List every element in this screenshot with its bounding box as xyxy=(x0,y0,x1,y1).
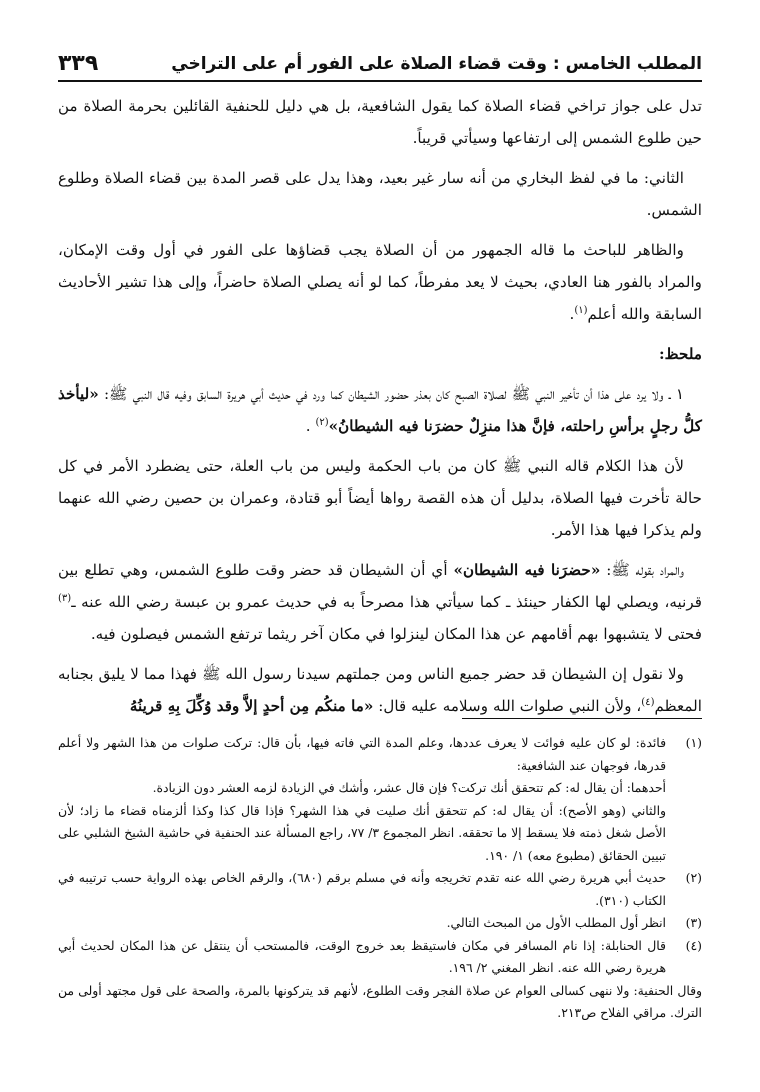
footnote-number: (٤) xyxy=(685,937,702,953)
footnote-ref-4[interactable]: (٤) xyxy=(641,696,655,708)
paragraph-7-lead: ولا نقول إن الشيطان قد حضر جميع الناس ومن جملتهم سيدنا رسول الله ﷺ فهذا مما لا يليق بجنابه المعظم xyxy=(58,665,702,715)
page-number: ٣٣٩ xyxy=(58,51,99,76)
paragraph-6-middle: أي أن الشيطان قد حضر وقت طلوع الشمس، وهي تطلع بين قرنيه، ويصلي لها الكفار حينئذ ـ كما سيأتي هذا مصرحاً به في حديث عمرو بن عبسة رضي الله عنه ـ xyxy=(58,561,702,611)
paragraph-1: تدل على جواز تراخي قضاء الصلاة كما يقول الشافعية، بل هي دليل للحنفية القائلين بحرمة الصلاة من حين طلوع الشمس إلى ارتفاعها وسيأتي قريباً. xyxy=(58,97,702,147)
footnote-ref-1[interactable]: (١) xyxy=(574,304,588,316)
footnote-body xyxy=(58,732,666,867)
paragraph-7 xyxy=(58,658,702,722)
footnote-number: (٢) xyxy=(685,870,702,885)
hadith-quote-2: «حضرَنا فيه الشيطان» xyxy=(453,561,601,579)
footnotes xyxy=(58,732,702,1025)
footnote-ref-2[interactable]: (٢) xyxy=(315,416,329,428)
footnote-4-continuation: وقال الحنفية: ولا ننهى كسالى العوام عن صلاة الفجر وقت الطلوع، لأنهم قد يتركونها بالمرة، والصحة على قول مجتهد أولى من الترك. مراقي الفلاح ص٢١٣. xyxy=(58,982,702,1020)
paragraph-4-text: ١ ـ ولا يرد على هذا أن تأخير النبي ﷺ لصلاة الصبح كان بعذر حضور الشيطان كما ورد في حديث أبي هريرة السابق وفيه قال النبي ﷺ: xyxy=(103,385,684,403)
paragraph-6-lead: والمراد بقوله ﷺ: xyxy=(606,561,684,579)
paragraph-6-end: فحتى لا يتشبهوا بهم أقامهم عن هذا المكان لينزلوا في مكان آخر ريثما ترتفع الشمس فيصلون فيه. xyxy=(90,625,702,643)
footnote-line: فائدة: لو كان عليه فوائت لا يعرف عددها، وعلم المدة التي فاته فيها، بأن قال: تركت صلوات من هذا الشهر ولا أعلم قدرها، فوجهان عند الشافعية: xyxy=(58,735,666,773)
footnote-body xyxy=(58,912,666,935)
footnote-3 xyxy=(58,912,702,935)
footnote-1 xyxy=(58,732,702,867)
footnote-ref-3[interactable]: (٣) xyxy=(58,592,72,604)
footnote-number: (٣) xyxy=(685,915,702,930)
footnote-line: والثاني (وهو الأصح): أن يقال له: كم تتحقق أنك صليت في هذا الشهر؟ فإذا قال كذا وكذا ألزمناه قضاء ما زاد؛ لأن الأصل شغل ذمته فلا يسقط إلا ما تحققه. انظر المجموع ٣/ ٧٧، راجع المسألة عند الحنفية في حاشية الشيخ الشلبي على تبيين الحقائق (مطبوع معه) ١/ ١٩٠. xyxy=(58,802,666,863)
footnote-line: حديث أبي هريرة رضي الله عنه تقدم تخريجه وأنه في مسلم برقم (٦٨٠)، والرقم الخاص بهذه الرواية حسب ترتيبه في الكتاب (٣١٠). xyxy=(58,870,666,908)
paragraph-3-text: والظاهر للباحث ما قاله الجمهور من أن الصلاة يجب قضاؤها على الفور في أول وقت الإمكان، والمراد بالفور هنا العادي، بحيث لا يعد مفرطاً، كما لو أنه يصلي الصلاة حاضراً، وإلى هذا تشير الأحاديث السابقة والله أعلم xyxy=(58,241,702,323)
paragraph-5: لأن هذا الكلام قاله النبي ﷺ كان من باب الحكمة وليس من باب العلة، حتى يضطرد الأمر في كل حالة تأخرت فيها الصلاة، بدليل أن هذه القصة رواها أيضاً أبو قتادة، وعمران بن حصين رضي الله عنهما ولم يذكرا فيها هذا الأمر. xyxy=(58,457,702,539)
footnote-4 xyxy=(58,935,702,980)
hadith-quote-3: «ما منكُم مِن أحدٍ إلاَّ وقد وُكِّلَ بِهِ قرينُهُ xyxy=(129,697,374,715)
paragraph-2: الثاني: ما في لفظ البخاري من أنه سار غير بعيد، وهذا يدل على قصر المدة بين قضاء الصلاة وطلوع الشمس. xyxy=(58,169,702,219)
footnote-2 xyxy=(58,867,702,912)
main-text xyxy=(58,90,702,730)
hadith-quote-1: «ليأخذ كلُّ رجلٍ برأسِ راحلته، فإنَّ هذا منزِلٌ حضرَنا فيه الشيطانُ» xyxy=(58,385,702,435)
paragraph-7-middle: ، ولأن النبي صلوات الله وسلامه عليه قال: xyxy=(378,697,642,715)
footnote-line: انظر أول المطلب الأول من المبحث التالي. xyxy=(446,915,666,930)
paragraph-6 xyxy=(58,554,702,650)
footnote-line: أحدهما: أن يقال له: كم تتحقق أنك تركت؟ فإن قال عشر، وأشك في الزيادة لزمه العشر دون الزيادة. xyxy=(152,780,666,795)
footnote-body xyxy=(58,935,666,980)
page-header xyxy=(58,40,702,82)
footnote-number: (١) xyxy=(685,735,702,750)
note-heading: ملحظ: xyxy=(659,345,702,363)
footnote-line: قال الحنابلة: إذا نام المسافر في مكان فاستيقظ بعد خروج الوقت، فالمستحب أن ينتقل عن هذا المكان لحديث أبي هريرة رضي الله عنه. انظر المغني ٢/ ١٩٦. xyxy=(58,937,666,975)
paragraph-3: والظاهر للباحث ما قاله الجمهور من أن الصلاة يجب قضاؤها على الفور في أول وقت الإمكان، والمراد بالفور هنا العادي، بحيث لا يعد مفرطاً، كما لو أنه يصلي الصلاة حاضراً، وإلى هذا تشير الأحاديث السابقة والله أعلم$^{(١)}$. xyxy=(58,241,702,323)
paragraph-4: ١ ـ ولا يرد على هذا أن تأخير النبي ﷺ لصلاة الصبح كان بعذر حضور الشيطان كما ورد في حديث أبي هريرة السابق وفيه قال النبي ﷺ: «ليأخذ كلُّ رجلٍ برأسِ راحلته، فإنَّ هذا منزِلٌ حضرَنا فيه الشيطانُ»$^{(٢)}$ . xyxy=(58,385,702,435)
footnote-separator xyxy=(462,718,702,719)
running-title: المطلب الخامس : وقت قضاء الصلاة على الفور أم على التراخي xyxy=(171,54,702,74)
footnote-body xyxy=(58,867,666,912)
